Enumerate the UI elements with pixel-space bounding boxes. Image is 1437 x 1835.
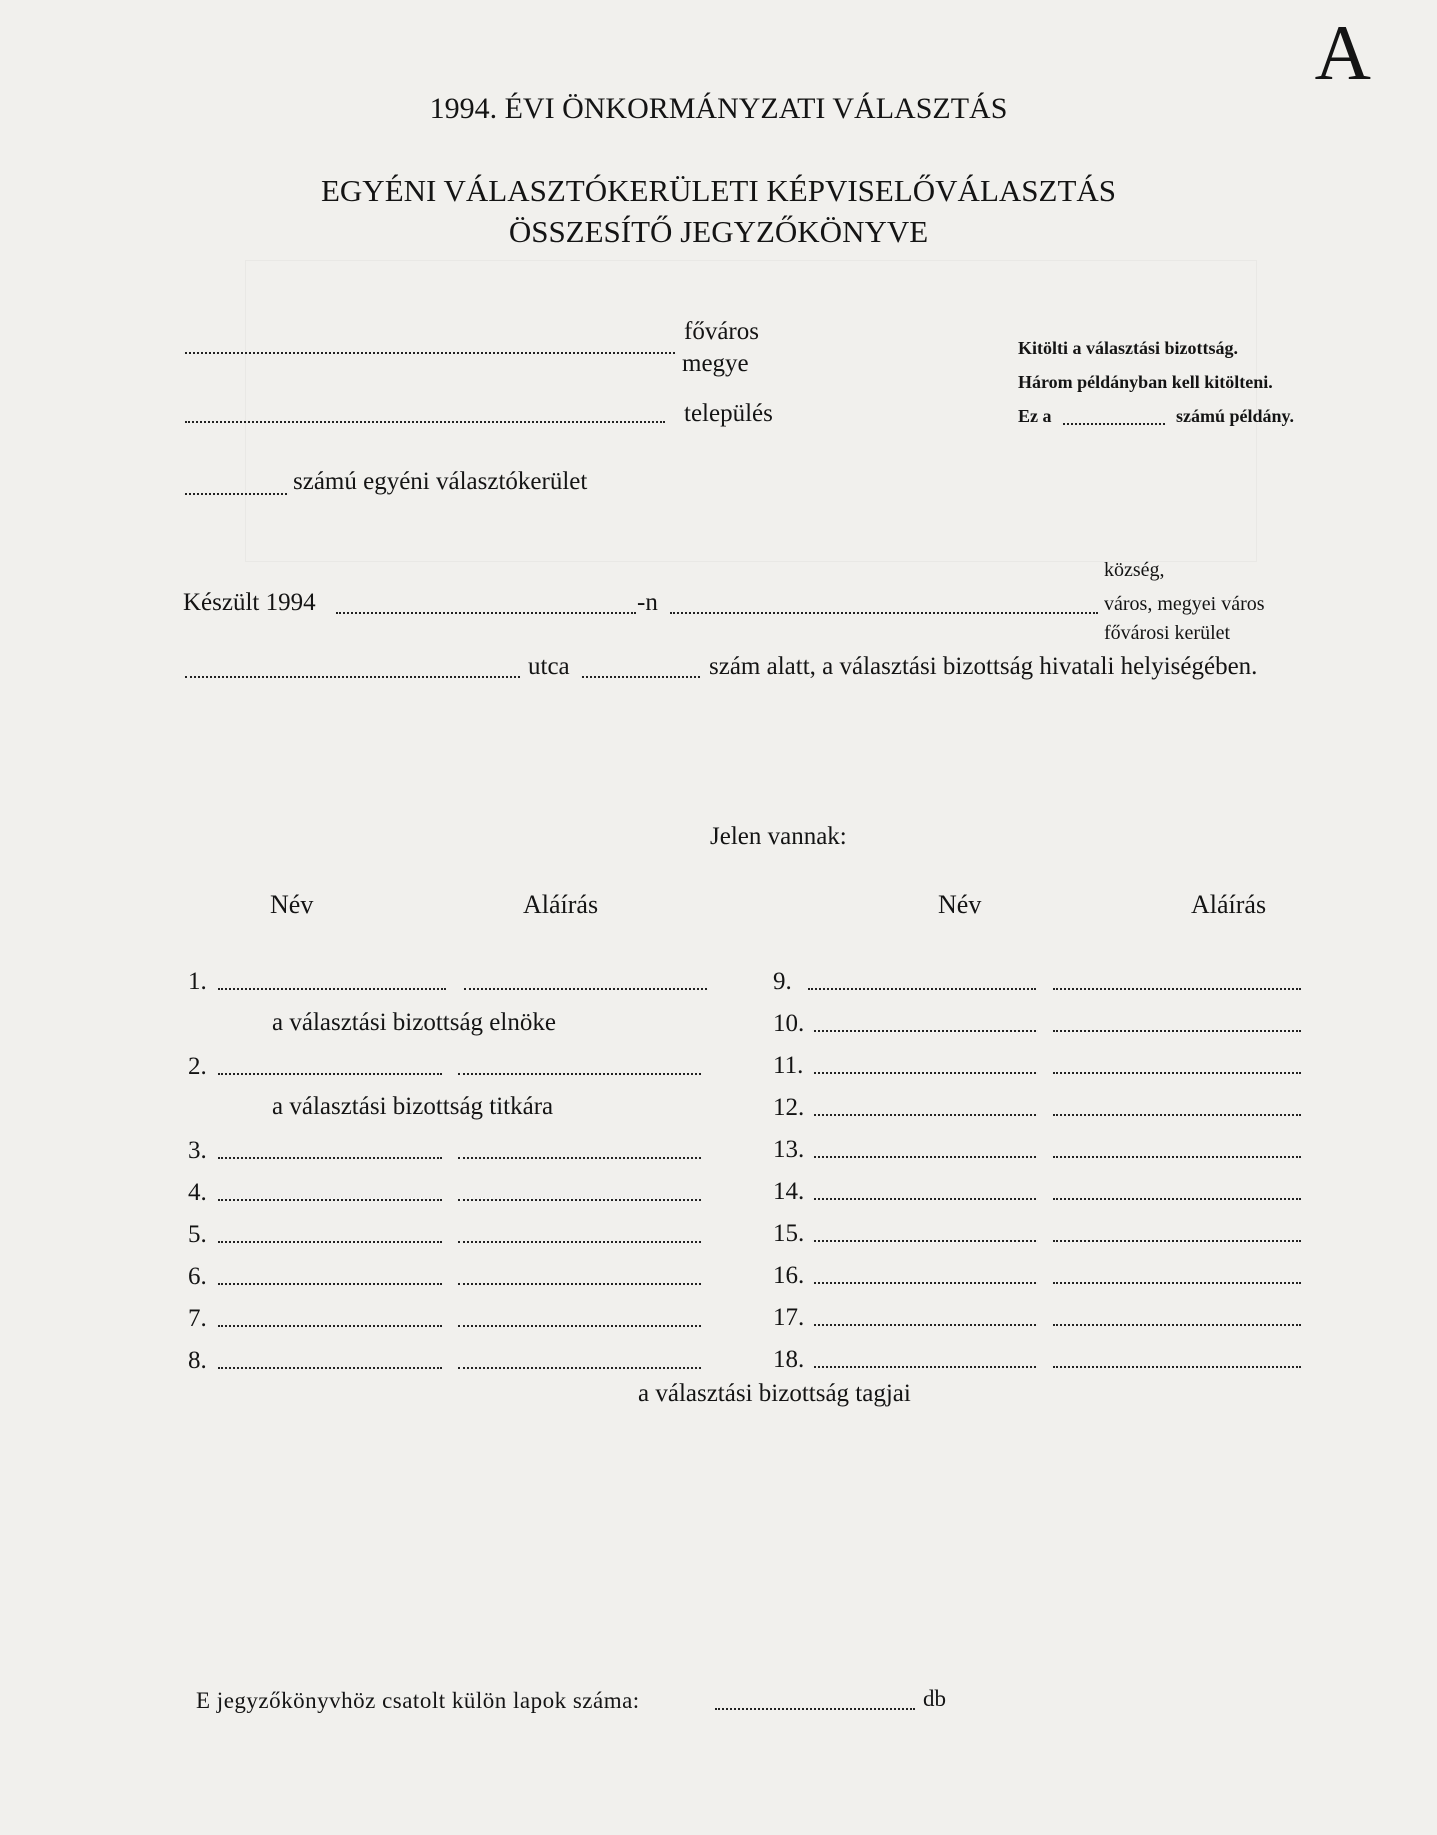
settlement-field[interactable] [185, 421, 665, 423]
name-field[interactable] [814, 1072, 1036, 1074]
row-number: 5. [188, 1221, 207, 1248]
date-field[interactable] [336, 612, 636, 614]
name-field[interactable] [814, 1282, 1036, 1284]
row-number: 8. [188, 1347, 207, 1374]
address-suffix: szám alatt, a választási bizottság hivatali helyiségében. [709, 653, 1258, 680]
signature-field[interactable] [1053, 1366, 1301, 1368]
made-prefix: Készült 1994 [183, 589, 316, 616]
name-field[interactable] [814, 1198, 1036, 1200]
signature-field[interactable] [458, 1199, 701, 1201]
row-number: 2. [188, 1053, 207, 1080]
name-field[interactable] [814, 1324, 1036, 1326]
attached-pages-unit: db [923, 1686, 946, 1711]
district-label: számú egyéni választókerület [293, 468, 588, 495]
name-field[interactable] [218, 1199, 442, 1201]
signature-field[interactable] [1053, 1282, 1301, 1284]
signature-field[interactable] [1053, 1240, 1301, 1242]
fovaros-label: főváros [684, 318, 759, 345]
signature-field[interactable] [1053, 1030, 1301, 1032]
attached-pages-field[interactable] [715, 1708, 915, 1710]
left-signature-header: Aláírás [523, 890, 599, 919]
street-field[interactable] [185, 676, 520, 678]
signature-field[interactable] [458, 1073, 701, 1075]
signature-field[interactable] [458, 1157, 701, 1159]
copy-number-field[interactable] [1063, 423, 1165, 425]
signature-field[interactable] [458, 1367, 701, 1369]
signature-field[interactable] [458, 1241, 701, 1243]
signature-field[interactable] [464, 988, 707, 990]
notice-line-3-prefix: Ez a [1018, 406, 1052, 426]
row-number: 12. [773, 1094, 805, 1121]
row-number: 3. [188, 1137, 207, 1164]
house-number-field[interactable] [582, 676, 700, 678]
name-field[interactable] [814, 1240, 1036, 1242]
signature-field[interactable] [458, 1325, 701, 1327]
date-suffix: -n [637, 589, 658, 616]
county-field[interactable] [185, 352, 675, 354]
name-field[interactable] [218, 1325, 442, 1327]
telepules-label: település [684, 400, 773, 427]
name-field[interactable] [218, 1073, 442, 1075]
attached-pages-label: E jegyzőkönyvhöz csatolt külön lapok száma: [196, 1688, 640, 1713]
row-number: 13. [773, 1136, 805, 1163]
subtitle-line-1: EGYÉNI VÁLASZTÓKERÜLETI KÉPVISELŐVÁLASZTÁS [320, 173, 1117, 208]
megye-label: megye [682, 350, 749, 377]
signature-field[interactable] [1053, 988, 1301, 990]
page-subtitle [0, 170, 1437, 252]
form-letter: A [1314, 9, 1371, 96]
row-number: 6. [188, 1263, 207, 1290]
row-number: 1. [188, 968, 207, 995]
signature-field[interactable] [458, 1283, 701, 1285]
row-number: 9. [773, 968, 792, 995]
row-number: 11. [773, 1052, 804, 1079]
signature-field[interactable] [1053, 1156, 1301, 1158]
signature-field[interactable] [1053, 1198, 1301, 1200]
row-number: 14. [773, 1178, 805, 1205]
notice-line-2: Három példányban kell kitölteni. [1018, 372, 1273, 392]
row-number: 4. [188, 1179, 207, 1206]
secretary-label: a választási bizottság titkára [272, 1093, 554, 1120]
right-name-header: Név [938, 890, 982, 919]
chair-label: a választási bizottság elnöke [272, 1009, 556, 1036]
place-field[interactable] [670, 612, 1098, 614]
name-field[interactable] [218, 988, 446, 990]
name-field[interactable] [218, 1283, 442, 1285]
notice-line-1: Kitölti a választási bizottság. [1018, 338, 1238, 358]
signature-field[interactable] [1053, 1324, 1301, 1326]
kerulet-label: fővárosi kerület [1104, 622, 1231, 644]
name-field[interactable] [808, 988, 1036, 990]
name-field[interactable] [814, 1114, 1036, 1116]
page-title: 1994. ÉVI ÖNKORMÁNYZATI VÁLASZTÁS [429, 92, 1008, 125]
right-signature-header: Aláírás [1191, 890, 1267, 919]
row-number: 18. [773, 1346, 805, 1373]
name-field[interactable] [814, 1366, 1036, 1368]
name-field[interactable] [814, 1156, 1036, 1158]
subtitle-line-2: ÖSSZESÍTŐ JEGYZŐKÖNYVE [508, 214, 929, 249]
row-number: 15. [773, 1220, 805, 1247]
kozseg-label: község, [1104, 559, 1165, 581]
signature-field[interactable] [1053, 1072, 1301, 1074]
notice-line-3-suffix: számú példány. [1176, 406, 1295, 426]
row-number: 17. [773, 1304, 805, 1331]
row-number: 7. [188, 1305, 207, 1332]
name-field[interactable] [218, 1241, 442, 1243]
signature-field[interactable] [1053, 1114, 1301, 1116]
utca-label: utca [528, 653, 570, 680]
row-number: 16. [773, 1262, 805, 1289]
name-field[interactable] [218, 1157, 442, 1159]
name-field[interactable] [814, 1030, 1036, 1032]
row-number: 10. [773, 1010, 805, 1037]
district-number-field[interactable] [185, 493, 287, 495]
name-field[interactable] [218, 1367, 442, 1369]
members-label: a választási bizottság tagjai [638, 1380, 911, 1407]
left-name-header: Név [270, 890, 314, 919]
varos-label: város, megyei város [1104, 593, 1265, 615]
present-heading: Jelen vannak: [710, 823, 847, 850]
